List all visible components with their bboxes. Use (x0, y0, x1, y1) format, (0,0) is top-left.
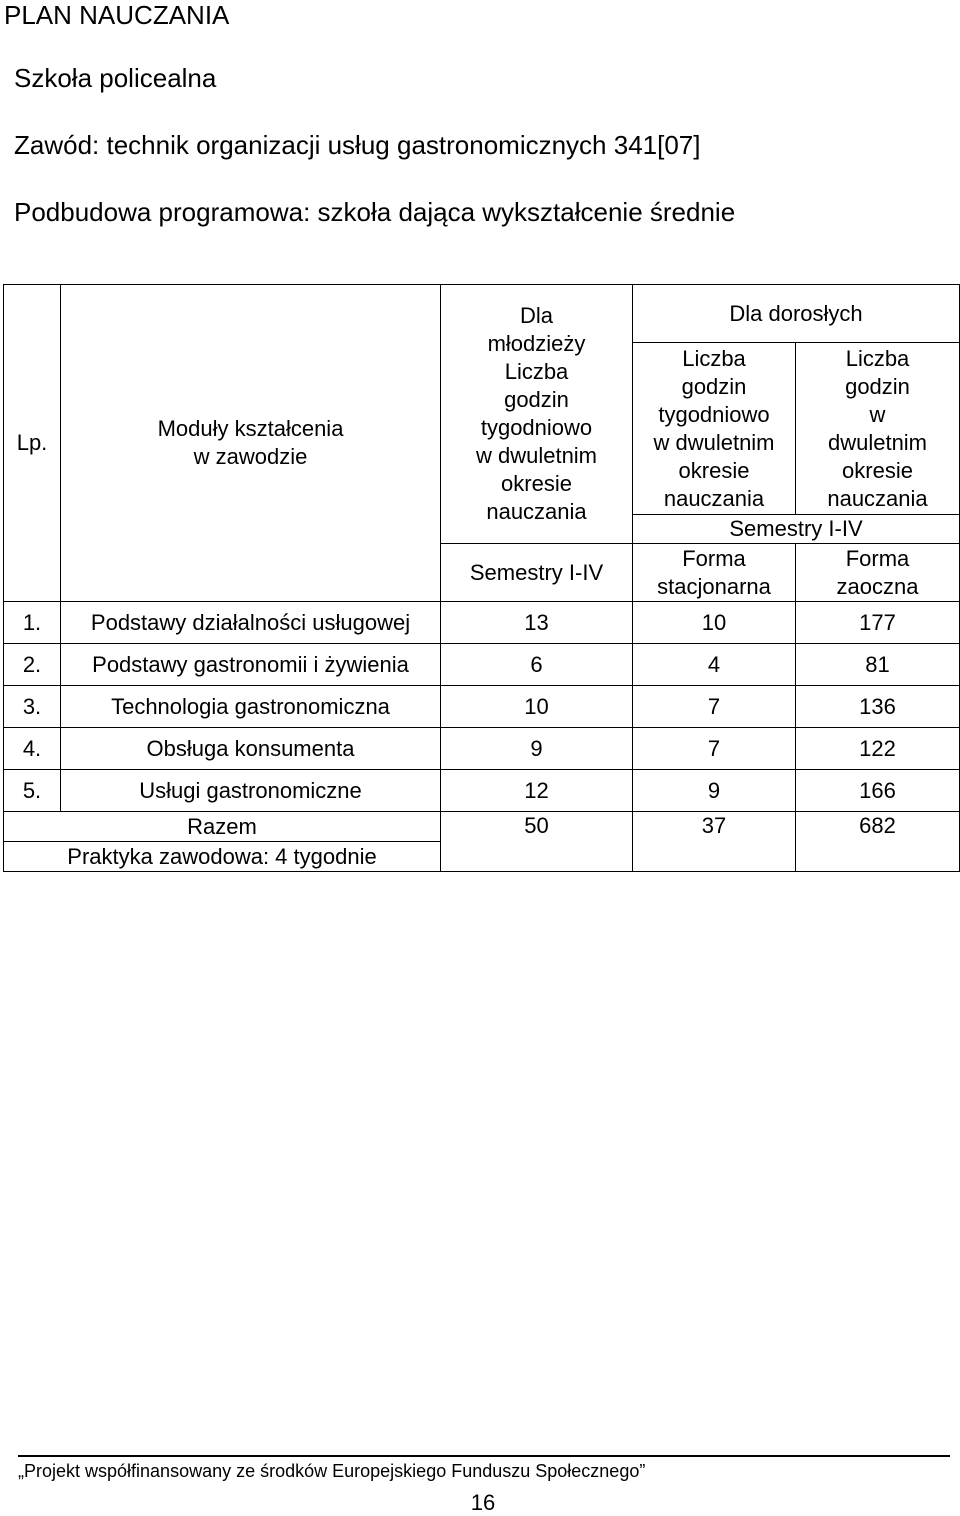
row-youth-hours: 9 (441, 728, 633, 770)
page-number: 16 (470, 1490, 496, 1515)
header-youth-line: w dwuletnim (475, 443, 598, 468)
header-adults-total-line: godzin (845, 373, 910, 399)
table-row (4, 770, 960, 812)
header-modules-line: Moduły kształcenia (157, 416, 344, 441)
header-extramural (796, 544, 960, 602)
header-adults-total (796, 343, 960, 515)
row-module: Podstawy gastronomii i żywienia (61, 644, 441, 686)
total-stationary-hours: 37 (633, 812, 796, 872)
header-youth-hours (441, 285, 633, 544)
header-adults-weekly (633, 343, 796, 515)
teaching-plan-table (3, 284, 960, 872)
school-type: Szkoła policealna (14, 63, 217, 93)
header-lp: Lp. (4, 285, 61, 602)
row-stationary-hours: 7 (633, 686, 796, 728)
table-row (4, 644, 960, 686)
header-youth-semesters: Semestry I-IV (441, 544, 633, 602)
header-modules (61, 285, 441, 602)
row-lp: 5. (4, 770, 61, 812)
total-youth-hours: 50 (441, 812, 633, 872)
header-adults: Dla dorosłych (633, 285, 960, 343)
row-lp: 2. (4, 644, 61, 686)
row-lp: 1. (4, 602, 61, 644)
row-youth-hours: 6 (441, 644, 633, 686)
row-youth-hours: 12 (441, 770, 633, 812)
row-module: Usługi gastronomiczne (61, 770, 441, 812)
funding-note: „Projekt współfinansowany ze środków Europejskiego Funduszu Społecznego” (18, 1461, 646, 1481)
row-youth-hours: 13 (441, 602, 633, 644)
header-adults-total-line: dwuletnim (827, 429, 928, 455)
row-extramural-hours: 177 (796, 602, 960, 644)
header-adults-weekly-line: Liczba (682, 345, 746, 371)
profession-line: Zawód: technik organizacji usług gastronomicznych 341[07] (14, 130, 701, 160)
header-youth-line: nauczania (486, 499, 587, 524)
row-module: Podstawy działalności usługowej (61, 602, 441, 644)
header-extramural-line: zaoczna (836, 573, 919, 599)
footer-divider (18, 1455, 950, 1457)
table-row (4, 602, 960, 644)
row-youth-hours: 10 (441, 686, 633, 728)
row-extramural-hours: 81 (796, 644, 960, 686)
row-module: Obsługa konsumenta (61, 728, 441, 770)
program-basis-line: Podbudowa programowa: szkoła dająca wykształcenie średnie (14, 197, 736, 227)
header-adults-total-line: nauczania (827, 485, 928, 511)
row-stationary-hours: 10 (633, 602, 796, 644)
header-youth-line: Dla (519, 303, 553, 328)
total-extramural-hours: 682 (796, 812, 960, 872)
total-row (4, 812, 960, 842)
header-adults-weekly-line: tygodniowo (658, 401, 770, 427)
total-label: Razem (4, 812, 441, 842)
header-adults-weekly-line: w dwuletnim (653, 429, 775, 455)
header-stationary-line: Forma (682, 545, 746, 571)
row-stationary-hours: 9 (633, 770, 796, 812)
header-youth-line: tygodniowo (480, 415, 593, 440)
row-extramural-hours: 122 (796, 728, 960, 770)
row-module: Technologia gastronomiczna (61, 686, 441, 728)
table-row (4, 728, 960, 770)
header-adults-total-line: w (869, 401, 886, 427)
header-adults-semesters: Semestry I-IV (633, 515, 960, 544)
practice-note: Praktyka zawodowa: 4 tygodnie (4, 842, 441, 872)
header-stationary-line: stacjonarna (657, 573, 771, 599)
header-youth-line: godzin (504, 387, 569, 412)
table-row (4, 686, 960, 728)
row-extramural-hours: 136 (796, 686, 960, 728)
header-youth-line: młodzieży (487, 331, 586, 356)
header-youth-line: Liczba (504, 359, 569, 384)
row-lp: 3. (4, 686, 61, 728)
header-stationary (633, 544, 796, 602)
header-adults-weekly-line: godzin (681, 373, 747, 399)
row-stationary-hours: 7 (633, 728, 796, 770)
row-stationary-hours: 4 (633, 644, 796, 686)
document-title: PLAN NAUCZANIA (4, 0, 230, 30)
header-adults-total-line: okresie (842, 457, 913, 483)
row-extramural-hours: 166 (796, 770, 960, 812)
header-adults-weekly-line: okresie (678, 457, 750, 483)
header-youth-line: okresie (501, 471, 572, 496)
header-adults-weekly-line: nauczania (663, 485, 765, 511)
header-adults-total-line: Liczba (845, 345, 910, 371)
header-row-1 (4, 285, 960, 343)
header-extramural-line: Forma (845, 545, 910, 571)
header-modules-line: w zawodzie (193, 444, 308, 469)
row-lp: 4. (4, 728, 61, 770)
